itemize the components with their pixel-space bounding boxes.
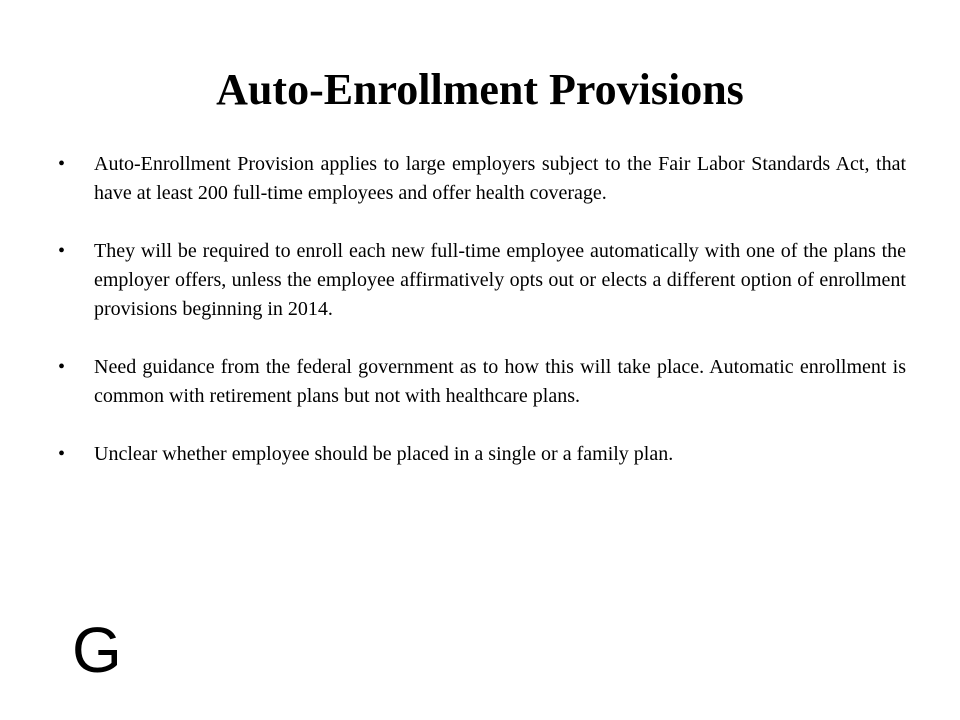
- bullet-list: [54, 150, 906, 498]
- bullet-marker: •: [58, 240, 66, 262]
- logo-letter: G: [72, 614, 122, 686]
- bullet-item: [54, 150, 906, 208]
- bullet-marker: •: [58, 153, 66, 175]
- bullet-item: [54, 440, 906, 469]
- bullet-text: Need guidance from the federal government as to how this will take place. Automatic enrollment is common with retirement plans but not with healthcare plans.: [94, 356, 906, 407]
- slide-title: Auto-Enrollment Provisions: [216, 65, 744, 114]
- bullet-text: Auto-Enrollment Provision applies to large employers subject to the Fair Labor Standards Act, that have at least 200 full-time employees and offer health coverage.: [94, 153, 906, 204]
- bullet-text: They will be required to enroll each new full-time employee automatically with one of the plans the employer offers, unless the employee affirmatively opts out or elects a different option of enrollment provisions beginning in 2014.: [94, 240, 906, 320]
- bullet-text: Unclear whether employee should be placed in a single or a family plan.: [94, 443, 674, 465]
- bullet-item: [54, 237, 906, 324]
- bullet-marker: •: [58, 356, 66, 378]
- bullet-marker: •: [58, 443, 66, 465]
- bullet-item: [54, 353, 906, 411]
